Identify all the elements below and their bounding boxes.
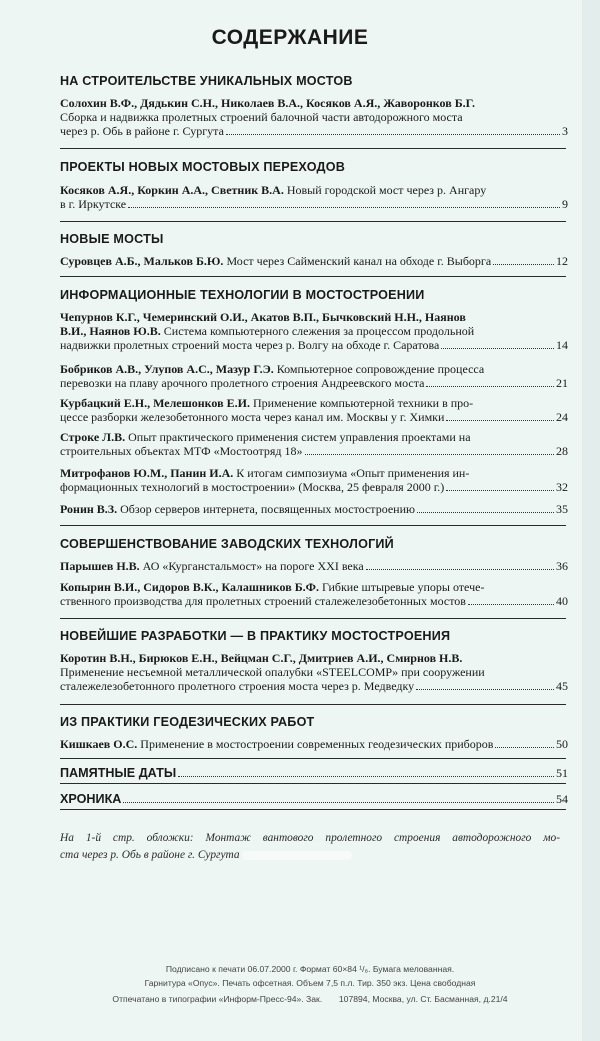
entry-title: Мост через Сайменский канал на обходе г. Выборга: [226, 254, 492, 268]
section-heading: НОВЫЕ МОСТЫ: [60, 232, 164, 246]
page-number: 50: [556, 737, 568, 751]
leader-dots: [426, 376, 554, 387]
toc-entry[interactable]: [60, 766, 568, 780]
entry-title: Гибкие штыревые упоры отече-: [321, 580, 485, 594]
entry-title: Применение компьютерной техники в про-: [252, 396, 474, 410]
entry-title: Новый городской мост через р. Ангару: [286, 183, 487, 197]
leader-dots: [123, 792, 554, 803]
leader-dots: [446, 410, 554, 421]
page-number: 36: [556, 559, 568, 573]
entry-authors: Чепурнов К.Г., Чемеринский О.И., Акатов В.П., Бычковский Н.Н., Наянов: [60, 310, 466, 324]
leader-dots: [226, 124, 560, 135]
entry-title: перевозки на плаву арочного пролетного строения Андреевского моста: [60, 376, 425, 390]
section-divider: [60, 276, 566, 277]
section-heading: ПРОЕКТЫ НОВЫХ МОСТОВЫХ ПЕРЕХОДОВ: [60, 160, 345, 174]
caption-line: [60, 847, 560, 864]
section-heading: СОВЕРШЕНСТВОВАНИЕ ЗАВОДСКИХ ТЕХНОЛОГИЙ: [60, 537, 394, 551]
entry-authors: Копырин В.И., Сидоров В.К., Калашников Б.Ф.: [60, 580, 319, 594]
leader-dots: [178, 766, 554, 777]
caption-line: На 1-й стр. обложки: Монтаж вантового пролетного строения автодорожного мо-: [60, 832, 560, 844]
entry-authors: Курбацкий Е.Н., Мелешонков Е.И.: [60, 396, 250, 410]
section-divider: [60, 221, 566, 222]
entry-title: Опыт практического применения систем управления проектами на: [128, 430, 471, 444]
section-divider: [60, 704, 566, 705]
entry-title: Система компьютерного слежения за процессом продольной: [163, 324, 475, 338]
page-number: 45: [556, 679, 568, 693]
page-number: 14: [556, 338, 568, 352]
entry-title: Компьютерное сопровождение процесса: [276, 362, 485, 376]
entry-title: АО «Курганстальмост» на пороге XXI века: [142, 559, 364, 573]
chronicle-heading: ХРОНИКА: [60, 792, 122, 806]
entry-title: цессе разборки железобетонного моста через канал им. Москвы у г. Химки: [60, 410, 445, 424]
page-number: 54: [556, 792, 568, 806]
entry-title: строительных объектах МТФ «Мостоотряд 18»: [60, 444, 303, 458]
section-divider: [60, 618, 566, 619]
section-divider: [60, 758, 566, 759]
entry-title: формационных технологий в мостостроении» (Москва, 25 февраля 2000 г.): [60, 480, 445, 494]
memorial-dates-heading: ПАМЯТНЫЕ ДАТЫ: [60, 766, 177, 780]
section-heading: ИНФОРМАЦИОННЫЕ ТЕХНОЛОГИИ В МОСТОСТРОЕНИИ: [60, 288, 425, 302]
leader-dots: [128, 197, 560, 208]
page-number: 12: [556, 254, 568, 268]
toc-entry[interactable]: [60, 183, 568, 211]
toc-entry[interactable]: [60, 792, 568, 806]
page-edge: [582, 0, 600, 1041]
entry-title: надвижки пролетных строений моста через р. Волгу на обходе г. Саратова: [60, 338, 440, 352]
toc-entry[interactable]: [60, 430, 568, 458]
toc-entry[interactable]: [60, 396, 568, 424]
imprint-line: [60, 994, 560, 1004]
page-number: 28: [556, 444, 568, 458]
entry-authors: Парышев Н.В.: [60, 559, 140, 573]
leader-dots: [493, 254, 554, 265]
toc-entry[interactable]: [60, 362, 568, 390]
page-title: СОДЕРЖАНИЕ: [211, 26, 369, 49]
section-heading: ИЗ ПРАКТИКИ ГЕОДЕЗИЧЕСКИХ РАБОТ: [60, 715, 315, 729]
page-number: 51: [556, 766, 568, 780]
section-divider: [60, 809, 566, 810]
page-number: 35: [556, 502, 568, 516]
leader-dots: [417, 502, 554, 513]
imprint-line: Гарнитура «Опус». Печать офсетная. Объем 7,5 п.л. Тир. 350 экз. Цена свободная: [144, 978, 476, 988]
entry-authors: Ронин В.З.: [60, 502, 118, 516]
cover-caption: [60, 830, 560, 864]
entry-title: через р. Обь в районе г. Сургута: [60, 124, 224, 138]
toc-entry[interactable]: [60, 466, 568, 494]
entry-authors: Митрофанов Ю.М., Панин И.А.: [60, 466, 234, 480]
leader-dots: [441, 338, 554, 349]
page-number: 24: [556, 410, 568, 424]
toc-entry[interactable]: [60, 559, 568, 573]
entry-authors: Коротин В.Н., Бирюков Е.Н., Вейцман С.Г., Дмитриев А.И., Смирнов Н.В.: [60, 651, 463, 665]
page-number: 3: [562, 124, 568, 138]
toc-entry[interactable]: [60, 737, 568, 751]
entry-title: сталежелезобетонного пролетного строения моста через р. Медведку: [60, 679, 415, 693]
entry-authors: Косяков А.Я., Коркин А.А., Светник В.А.: [60, 183, 284, 197]
section-heading: НОВЕЙШИЕ РАЗРАБОТКИ — В ПРАКТИКУ МОСТОСТРОЕНИЯ: [60, 629, 451, 643]
toc-entry[interactable]: [60, 310, 568, 352]
entry-authors: В.И., Наянов Ю.В.: [60, 324, 161, 338]
page-number: 32: [556, 480, 568, 494]
section-divider: [60, 783, 566, 784]
leader-dots: [366, 559, 554, 570]
leader-dots: [305, 444, 554, 455]
entry-title: Обзор серверов интернета, посвященных мостостроению: [120, 502, 415, 516]
imprint-address: 107894, Москва, ул. Ст. Басманная, д.21/4: [338, 994, 508, 1004]
page-number: 21: [556, 376, 568, 390]
toc-entry[interactable]: [60, 502, 568, 516]
section-divider: [60, 525, 566, 526]
section-heading: НА СТРОИТЕЛЬСТВЕ УНИКАЛЬНЫХ МОСТОВ: [60, 74, 353, 88]
leader-dots: [495, 737, 554, 748]
entry-title: Применение в мостостроении современных геодезических приборов: [140, 737, 494, 751]
entry-title: в г. Иркутске: [60, 197, 127, 211]
toc-entry[interactable]: [60, 580, 568, 608]
imprint-line: Подписано к печати 06.07.2000 г. Формат 60×84 ¹/₈. Бумага мелованная.: [165, 964, 455, 974]
entry-authors: Бобриков А.В., Улупов А.С., Мазур Г.Э.: [60, 362, 274, 376]
section-divider: [60, 148, 566, 149]
leader-dots: [416, 679, 554, 690]
toc-entry[interactable]: [60, 254, 568, 268]
entry-title: Применение несъемной металлической опалубки «STEELCOMP» при сооружении: [60, 665, 485, 679]
entry-title: К итогам симпозиума «Опыт применения ин-: [236, 466, 470, 480]
leader-dots: [468, 594, 554, 605]
entry-authors: Кишкаев О.С.: [60, 737, 138, 751]
page-number: 40: [556, 594, 568, 608]
entry-authors: Строке Л.В.: [60, 430, 126, 444]
entry-title: Сборка и надвижка пролетных строений балочной части автодорожного моста: [60, 110, 463, 124]
toc-entry[interactable]: [60, 96, 568, 138]
page-number: 9: [562, 197, 568, 211]
toc-entry[interactable]: [60, 651, 568, 693]
entry-authors: Суровцев А.Б., Мальков Б.Ю.: [60, 254, 224, 268]
entry-title: ственного производства для пролетных строений сталежелезобетонных мостов: [60, 594, 466, 608]
imprint-text: Отпечатано в типографии «Информ-Пресс-94». Зак.: [112, 994, 323, 1004]
caption-text: ста через р. Обь в районе г. Сургута: [60, 849, 240, 861]
leader-dots: [446, 480, 554, 491]
smudge-mark: [242, 851, 352, 860]
entry-authors: Солохин В.Ф., Дядькин С.Н., Николаев В.А., Косяков А.Я., Жаворонков Б.Г.: [60, 96, 475, 110]
